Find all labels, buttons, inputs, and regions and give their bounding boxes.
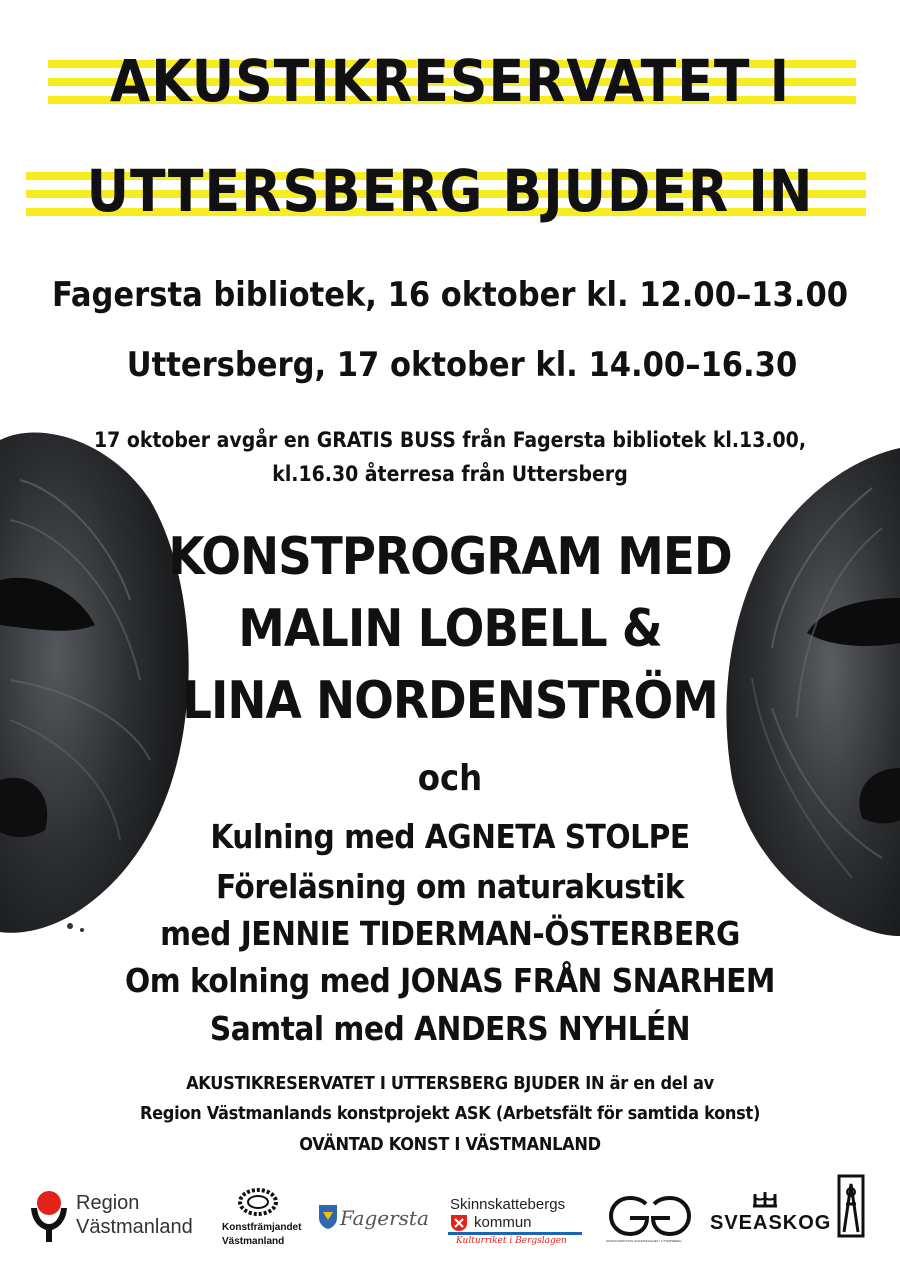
sveaskog-wordmark: SVEASKOG bbox=[710, 1212, 832, 1234]
konstframjandet-line-1: Konstfrämjandet bbox=[222, 1222, 302, 1233]
program-heading-line-3: LINA NORDENSTRÖM bbox=[182, 671, 718, 731]
grafikverkstan-small-text: GRAFIKVERKSTAN GODSINKLINGET I UTTERSBERG bbox=[606, 1239, 682, 1243]
fagersta-wordmark: Fagersta bbox=[340, 1206, 429, 1230]
konstframjandet-logo bbox=[222, 1186, 312, 1252]
poster-title-line-2: UTTERSBERG BJUDER IN bbox=[86, 157, 814, 225]
region-logo-line-2: Västmanland bbox=[76, 1216, 193, 1238]
footer-line-3: OVÄNTAD KONST I VÄSTMANLAND bbox=[299, 1134, 601, 1155]
region-logo-line-1: Region bbox=[76, 1192, 140, 1214]
date-fagersta: Fagersta bibliotek, 16 oktober kl. 12.00–13.00 bbox=[51, 275, 849, 315]
konstframjandet-emblem-icon bbox=[236, 1186, 280, 1218]
skinnskatteberg-tagline: Kulturriket i Bergslagen bbox=[456, 1236, 567, 1246]
activity-item: Samtal med ANDERS NYHLÉN bbox=[209, 1009, 691, 1048]
grafikverkstan-logo bbox=[606, 1196, 696, 1246]
poster-title-line-1: AKUSTIKRESERVATET I bbox=[109, 47, 791, 115]
program-heading-line-1: KONSTPROGRAM MED bbox=[168, 527, 732, 587]
activity-item: Kulning med AGNETA STOLPE bbox=[210, 817, 690, 856]
skinnskatteberg-shield-icon bbox=[450, 1214, 468, 1232]
activity-item: Föreläsning om naturakustik bbox=[215, 867, 685, 906]
sveaskog-crown-icon bbox=[752, 1192, 778, 1208]
program-och: och bbox=[417, 758, 483, 799]
skinnskatteberg-logo bbox=[444, 1196, 584, 1252]
fagersta-shield-icon bbox=[318, 1204, 338, 1230]
bus-info-line-2: kl.16.30 återresa från Uttersberg bbox=[272, 462, 628, 486]
ask-vertical-emblem-icon bbox=[836, 1174, 866, 1238]
skinnskatteberg-line-2: kommun bbox=[474, 1214, 532, 1231]
date-uttersberg: Uttersberg, 17 oktober kl. 14.00–16.30 bbox=[126, 345, 798, 385]
skinnskatteberg-line-1: Skinnskattebergs bbox=[450, 1196, 566, 1213]
region-vastmanland-logo bbox=[26, 1188, 211, 1244]
region-vastmanland-emblem-icon bbox=[26, 1188, 72, 1242]
footer-line-1: AKUSTIKRESERVATET I UTTERSBERG BJUDER IN är en del av bbox=[186, 1073, 714, 1094]
fagersta-logo bbox=[318, 1198, 428, 1248]
konstframjandet-line-2: Västmanland bbox=[222, 1236, 285, 1247]
grafikverkstan-gg-icon bbox=[608, 1196, 692, 1236]
bus-info-line-1: 17 oktober avgår en GRATIS BUSS från Fagersta bibliotek kl.13.00, bbox=[93, 428, 806, 452]
activity-item: Om kolning med JONAS FRÅN SNARHEM bbox=[125, 961, 775, 1000]
activity-item: med JENNIE TIDERMAN-ÖSTERBERG bbox=[160, 914, 740, 953]
sveaskog-logo bbox=[710, 1192, 832, 1242]
program-heading-line-2: MALIN LOBELL & bbox=[238, 599, 662, 659]
skinnskatteberg-rule bbox=[448, 1232, 582, 1235]
footer-line-2: Region Västmanlands konstprojekt ASK (Arbetsfält för samtida konst) bbox=[139, 1103, 761, 1124]
